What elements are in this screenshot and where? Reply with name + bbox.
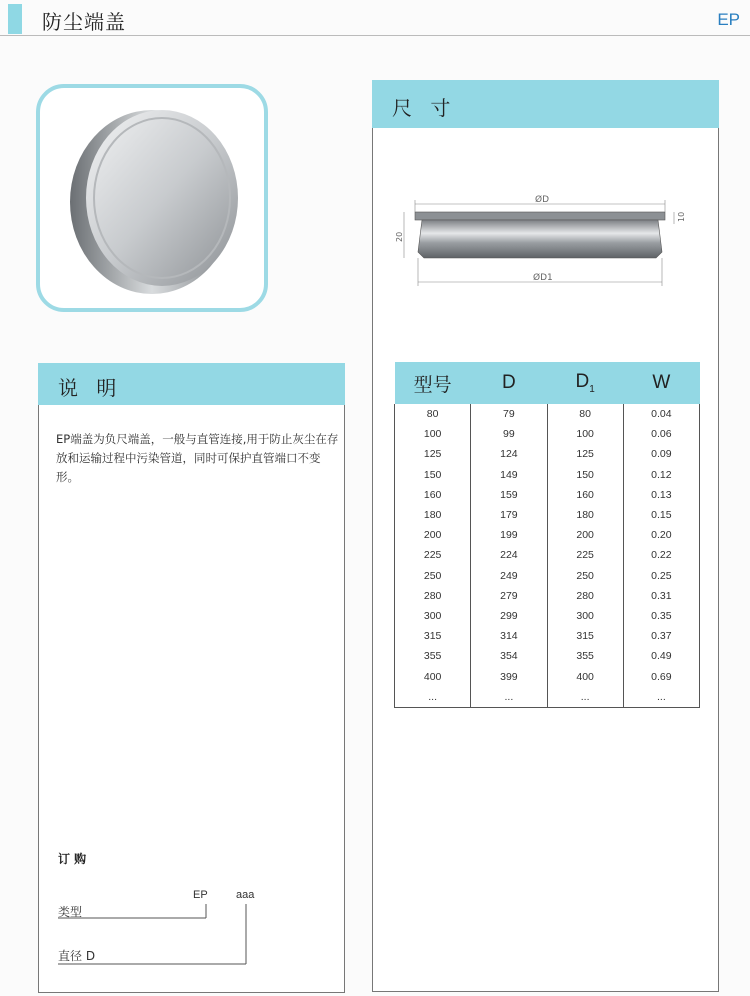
table-cell: 0.04 xyxy=(623,404,699,424)
table-cell: 159 xyxy=(471,485,547,505)
table-cell: 125 xyxy=(547,444,623,464)
table-cell: ... xyxy=(395,687,471,708)
table-cell: 314 xyxy=(471,626,547,646)
header-model: 型号 xyxy=(395,362,471,404)
dimensions-heading: 尺 寸 xyxy=(392,96,457,120)
table-cell: 225 xyxy=(547,545,623,565)
table-cell: 150 xyxy=(547,465,623,485)
table-cell: 0.35 xyxy=(623,606,699,626)
table-row xyxy=(395,646,700,666)
table-cell: 0.20 xyxy=(623,525,699,545)
table-cell: 0.49 xyxy=(623,646,699,666)
table-row xyxy=(395,666,700,686)
table-row xyxy=(395,545,700,565)
table-cell: 99 xyxy=(471,424,547,444)
table-cell: 250 xyxy=(547,566,623,586)
table-cell: 150 xyxy=(395,465,471,485)
table-cell: 0.22 xyxy=(623,545,699,565)
header-d1: $D_1$ xyxy=(547,362,623,404)
table-row xyxy=(395,586,700,606)
table-cell: 225 xyxy=(395,545,471,565)
table-cell: 0.12 xyxy=(623,465,699,485)
table-cell: 124 xyxy=(471,444,547,464)
table-cell: 400 xyxy=(547,666,623,686)
table-cell: 250 xyxy=(395,566,471,586)
table-cell: 160 xyxy=(547,485,623,505)
table-cell: ... xyxy=(547,687,623,708)
header-accent-bar xyxy=(8,4,22,34)
table-cell: 299 xyxy=(471,606,547,626)
table-cell: 180 xyxy=(547,505,623,525)
order-type-label: 类型 xyxy=(58,905,83,919)
order-code-aaa: aaa xyxy=(236,889,255,901)
header-w: W xyxy=(623,362,699,404)
table-row xyxy=(395,444,700,464)
table-row xyxy=(395,485,700,505)
table-cell: 0.69 xyxy=(623,666,699,686)
table-cell: 355 xyxy=(395,646,471,666)
header-divider xyxy=(0,35,750,36)
table-cell: 0.13 xyxy=(623,485,699,505)
table-row xyxy=(395,687,700,708)
table-cell: 300 xyxy=(395,606,471,626)
table-row xyxy=(395,424,700,444)
page-title: 防尘端盖 xyxy=(42,10,126,34)
table-cell: 279 xyxy=(471,586,547,606)
size-table xyxy=(394,362,700,708)
table-cell: 79 xyxy=(471,404,547,424)
table-cell: ... xyxy=(471,687,547,708)
order-diameter-label: 直径 D xyxy=(58,949,96,963)
dimension-d1-label: ØD1 xyxy=(533,273,553,283)
table-cell: 200 xyxy=(395,525,471,545)
table-cell: 80 xyxy=(395,404,471,424)
order-title: 订 购 xyxy=(58,852,87,866)
table-cell: 125 xyxy=(395,444,471,464)
end-cap-image xyxy=(40,88,264,308)
table-row xyxy=(395,626,700,646)
table-cell: ... xyxy=(623,687,699,708)
table-cell: 280 xyxy=(547,586,623,606)
order-code-lines xyxy=(56,880,266,970)
table-cell: 149 xyxy=(471,465,547,485)
order-code-ep: EP xyxy=(193,889,208,901)
table-cell: 0.31 xyxy=(623,586,699,606)
table-cell: 0.09 xyxy=(623,444,699,464)
table-cell: 300 xyxy=(547,606,623,626)
table-row xyxy=(395,465,700,485)
table-row xyxy=(395,505,700,525)
table-cell: 400 xyxy=(395,666,471,686)
table-cell: 100 xyxy=(547,424,623,444)
table-cell: 280 xyxy=(395,586,471,606)
description-heading: 说 明 xyxy=(58,376,123,400)
header-d: D xyxy=(471,362,547,404)
table-row xyxy=(395,566,700,586)
table-cell: 315 xyxy=(395,626,471,646)
table-cell: 0.37 xyxy=(623,626,699,646)
table-cell: 200 xyxy=(547,525,623,545)
dimension-height-label: 20 xyxy=(395,231,404,242)
description-text: EP端盖为负尺端盖，一般与直管连接,用于防止灰尘在存放和运输过程中污染管道，同时可保护直管端口不变形。 xyxy=(56,432,339,484)
table-cell: 180 xyxy=(395,505,471,525)
table-cell: 100 xyxy=(395,424,471,444)
table-row xyxy=(395,606,700,626)
table-cell: 315 xyxy=(547,626,623,646)
dimension-width-label: 10 xyxy=(677,211,686,222)
table-cell: 355 xyxy=(547,646,623,666)
table-cell: 354 xyxy=(471,646,547,666)
table-cell: 160 xyxy=(395,485,471,505)
product-image-frame xyxy=(36,84,268,312)
table-cell: 199 xyxy=(471,525,547,545)
table-cell: 80 xyxy=(547,404,623,424)
dimension-drawing xyxy=(390,192,690,292)
table-cell: 0.06 xyxy=(623,424,699,444)
table-cell: 0.15 xyxy=(623,505,699,525)
table-row xyxy=(395,404,700,424)
table-row xyxy=(395,525,700,545)
table-cell: 0.25 xyxy=(623,566,699,586)
table-cell: 224 xyxy=(471,545,547,565)
dimension-d-label: ØD xyxy=(535,195,550,205)
table-cell: 249 xyxy=(471,566,547,586)
table-cell: 179 xyxy=(471,505,547,525)
page-code: EP xyxy=(717,10,740,29)
table-cell: 399 xyxy=(471,666,547,686)
size-table-header xyxy=(395,362,700,404)
